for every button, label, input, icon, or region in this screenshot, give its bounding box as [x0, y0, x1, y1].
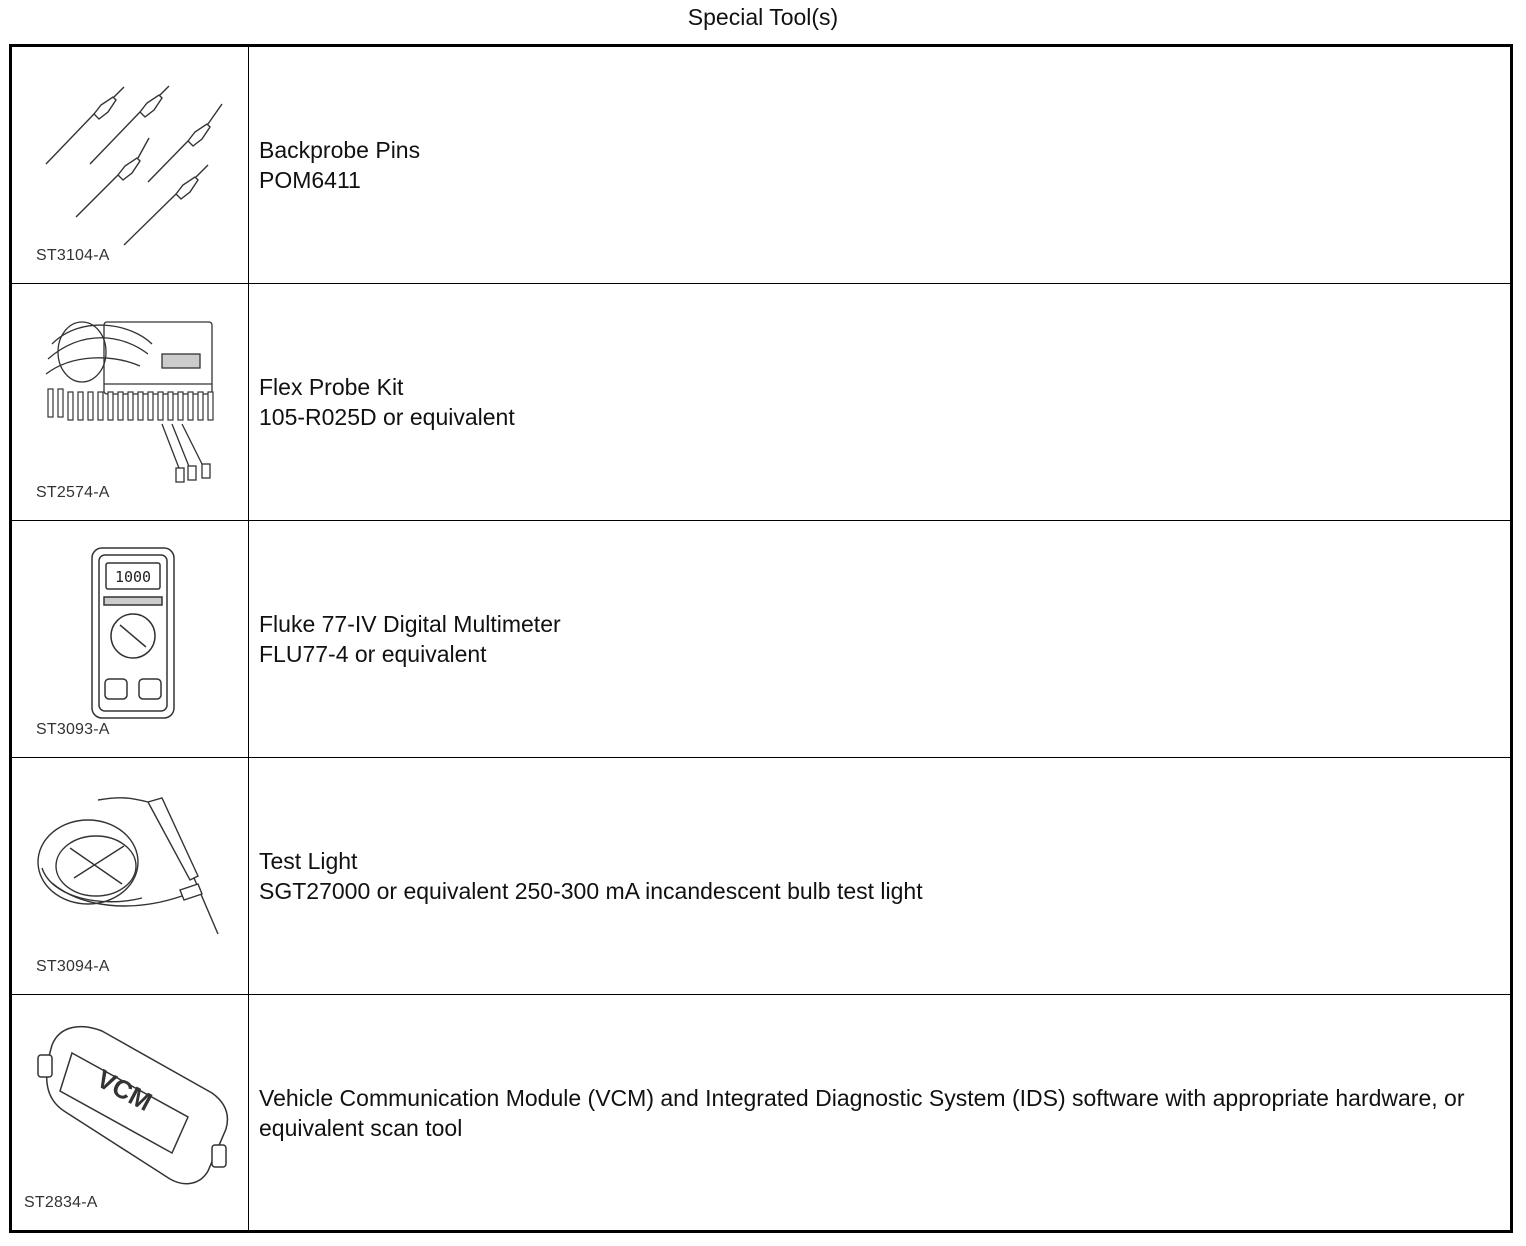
tool-description — [259, 1083, 1489, 1143]
tool-name: Test Light — [259, 848, 358, 874]
tool-description — [259, 135, 1489, 195]
tool-name: Fluke 77-IV Digital Multimeter — [259, 611, 561, 637]
multimeter-display: 1000 — [114, 568, 152, 586]
tool-image-cell — [12, 995, 249, 1230]
table-row — [12, 995, 1510, 1230]
tool-name: Backprobe Pins — [259, 137, 421, 163]
special-tools-table — [9, 44, 1513, 1233]
table-row — [12, 758, 1510, 995]
tool-image-cell — [12, 521, 249, 757]
table-row — [12, 521, 1510, 758]
tool-part-number: POM6411 — [259, 167, 361, 193]
tool-code: ST3104-A — [36, 247, 110, 264]
table-row — [12, 47, 1510, 284]
tool-image-cell — [12, 758, 249, 994]
tool-code: ST2834-A — [24, 1194, 98, 1211]
table-row — [12, 284, 1510, 521]
tool-code: ST3094-A — [36, 958, 110, 975]
tool-description — [259, 846, 1489, 906]
tool-image-cell — [12, 284, 249, 520]
tool-part-number: 105-R025D or equivalent — [259, 404, 515, 430]
tool-description — [259, 372, 1489, 432]
tool-name: Vehicle Communication Module (VCM) and Integrated Diagnostic System (IDS) software with appropriate hardware, or equivalent scan tool — [259, 1084, 1465, 1141]
tool-code: ST3093-A — [36, 721, 110, 738]
tool-image-cell — [12, 47, 249, 283]
tool-name: Flex Probe Kit — [259, 374, 404, 400]
tool-description — [259, 609, 1489, 669]
tool-code: ST2574-A — [36, 484, 110, 501]
vcm-badge: VCM — [91, 1063, 158, 1117]
tool-part-number: FLU77-4 or equivalent — [259, 641, 487, 667]
tool-part-number: SGT27000 or equivalent 250-300 mA incandescent bulb test light — [259, 878, 923, 904]
page-title: Special Tool(s) — [687, 4, 839, 30]
